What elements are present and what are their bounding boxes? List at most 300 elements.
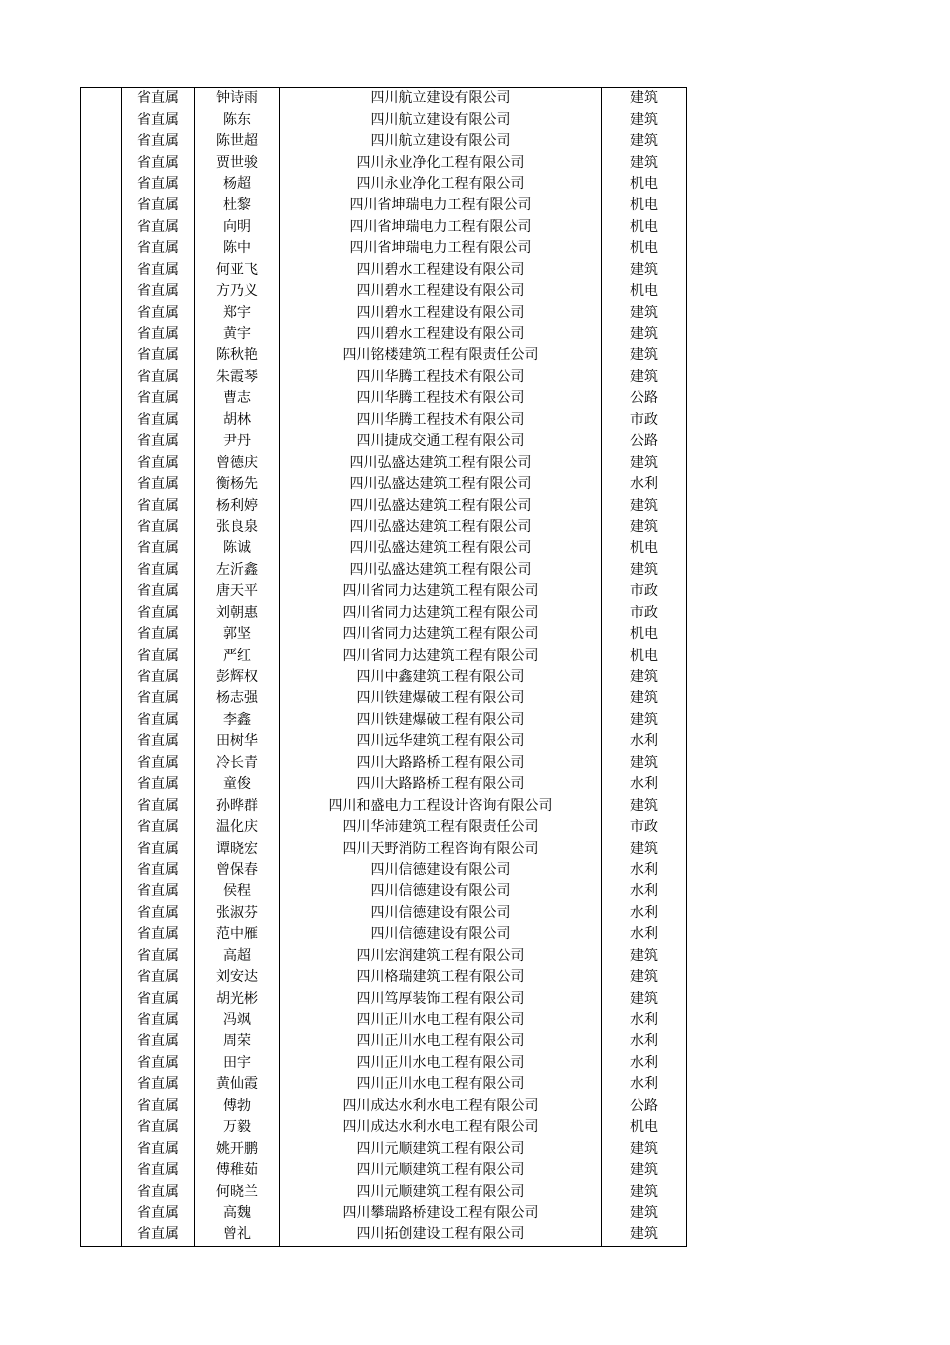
table-row [81, 152, 687, 173]
category-cell: 建筑 [602, 1138, 687, 1159]
company-cell: 四川华腾工程技术有限公司 [280, 410, 602, 431]
company-cell: 四川信德建设有限公司 [280, 903, 602, 924]
table-row [81, 860, 687, 881]
company-cell: 四川弘盛达建筑工程有限公司 [280, 452, 602, 473]
table-row [81, 495, 687, 516]
company-cell: 四川碧水工程建设有限公司 [280, 260, 602, 281]
category-cell: 市政 [602, 603, 687, 624]
unit-cell: 省直属 [122, 1031, 195, 1052]
category-cell: 机电 [602, 538, 687, 559]
name-cell: 方乃义 [195, 281, 280, 302]
category-cell: 水利 [602, 881, 687, 902]
table-row [81, 688, 687, 709]
name-cell: 童俊 [195, 774, 280, 795]
name-cell: 唐天平 [195, 581, 280, 602]
company-cell: 四川铭楼建筑工程有限责任公司 [280, 345, 602, 366]
index-cell [81, 624, 122, 645]
table-row [81, 795, 687, 816]
index-cell [81, 924, 122, 945]
category-cell: 机电 [602, 195, 687, 216]
company-cell: 四川远华建筑工程有限公司 [280, 731, 602, 752]
category-cell: 市政 [602, 817, 687, 838]
index-cell [81, 1117, 122, 1138]
table-row [81, 538, 687, 559]
category-cell: 水利 [602, 1031, 687, 1052]
name-cell: 范中雁 [195, 924, 280, 945]
company-cell: 四川和盛电力工程设计咨询有限公司 [280, 795, 602, 816]
category-cell: 机电 [602, 174, 687, 195]
name-cell: 张淑芬 [195, 903, 280, 924]
name-cell: 谭晓宏 [195, 838, 280, 859]
table-row [81, 431, 687, 452]
name-cell: 侯程 [195, 881, 280, 902]
name-cell: 郭坚 [195, 624, 280, 645]
index-cell [81, 946, 122, 967]
index-cell [81, 367, 122, 388]
unit-cell: 省直属 [122, 817, 195, 838]
unit-cell: 省直属 [122, 624, 195, 645]
category-cell: 建筑 [602, 1160, 687, 1181]
unit-cell: 省直属 [122, 967, 195, 988]
index-cell [81, 324, 122, 345]
index-cell [81, 860, 122, 881]
company-cell: 四川省同力达建筑工程有限公司 [280, 624, 602, 645]
company-cell: 四川弘盛达建筑工程有限公司 [280, 474, 602, 495]
unit-cell: 省直属 [122, 688, 195, 709]
index-cell [81, 1160, 122, 1181]
table-row [81, 1203, 687, 1224]
table-row [81, 1010, 687, 1031]
name-cell: 刘安达 [195, 967, 280, 988]
unit-cell: 省直属 [122, 924, 195, 945]
name-cell: 朱霞琴 [195, 367, 280, 388]
company-cell: 四川航立建设有限公司 [280, 88, 602, 110]
name-cell: 杨超 [195, 174, 280, 195]
index-cell [81, 731, 122, 752]
company-cell: 四川碧水工程建设有限公司 [280, 324, 602, 345]
table-row [81, 624, 687, 645]
category-cell: 建筑 [602, 710, 687, 731]
category-cell: 机电 [602, 1117, 687, 1138]
company-cell: 四川华腾工程技术有限公司 [280, 367, 602, 388]
unit-cell: 省直属 [122, 795, 195, 816]
company-cell: 四川弘盛达建筑工程有限公司 [280, 538, 602, 559]
table-row [81, 603, 687, 624]
unit-cell: 省直属 [122, 517, 195, 538]
table-row [81, 946, 687, 967]
name-cell: 胡林 [195, 410, 280, 431]
company-cell: 四川攀瑞路桥建设工程有限公司 [280, 1203, 602, 1224]
name-cell: 杨利婷 [195, 495, 280, 516]
category-cell: 建筑 [602, 345, 687, 366]
company-cell: 四川宏润建筑工程有限公司 [280, 946, 602, 967]
name-cell: 冷长青 [195, 753, 280, 774]
category-cell: 公路 [602, 388, 687, 409]
index-cell [81, 603, 122, 624]
unit-cell: 省直属 [122, 1224, 195, 1246]
category-cell: 机电 [602, 281, 687, 302]
company-cell: 四川大路路桥工程有限公司 [280, 774, 602, 795]
table-row [81, 260, 687, 281]
index-cell [81, 795, 122, 816]
table-row [81, 324, 687, 345]
name-cell: 陈秋艳 [195, 345, 280, 366]
name-cell: 刘朝惠 [195, 603, 280, 624]
unit-cell: 省直属 [122, 238, 195, 259]
unit-cell: 省直属 [122, 860, 195, 881]
table-row [81, 560, 687, 581]
name-cell: 高魏 [195, 1203, 280, 1224]
category-cell: 水利 [602, 924, 687, 945]
index-cell [81, 452, 122, 473]
name-cell: 孙晔群 [195, 795, 280, 816]
company-cell: 四川弘盛达建筑工程有限公司 [280, 560, 602, 581]
category-cell: 建筑 [602, 667, 687, 688]
name-cell: 胡光彬 [195, 988, 280, 1009]
category-cell: 建筑 [602, 88, 687, 110]
company-cell: 四川省同力达建筑工程有限公司 [280, 645, 602, 666]
table-row [81, 345, 687, 366]
unit-cell: 省直属 [122, 260, 195, 281]
name-cell: 贾世骏 [195, 152, 280, 173]
index-cell [81, 260, 122, 281]
index-cell [81, 431, 122, 452]
category-cell: 建筑 [602, 324, 687, 345]
table-row [81, 367, 687, 388]
index-cell [81, 881, 122, 902]
table-row [81, 452, 687, 473]
unit-cell: 省直属 [122, 774, 195, 795]
index-cell [81, 88, 122, 110]
category-cell: 公路 [602, 431, 687, 452]
unit-cell: 省直属 [122, 1010, 195, 1031]
category-cell: 建筑 [602, 495, 687, 516]
category-cell: 建筑 [602, 109, 687, 130]
name-cell: 温化庆 [195, 817, 280, 838]
category-cell: 建筑 [602, 988, 687, 1009]
table-row [81, 281, 687, 302]
table-row [81, 581, 687, 602]
company-cell: 四川成达水利水电工程有限公司 [280, 1117, 602, 1138]
index-cell [81, 1203, 122, 1224]
category-cell: 建筑 [602, 1203, 687, 1224]
category-cell: 建筑 [602, 152, 687, 173]
name-cell: 陈诚 [195, 538, 280, 559]
index-cell [81, 1053, 122, 1074]
company-cell: 四川信德建设有限公司 [280, 881, 602, 902]
company-cell: 四川信德建设有限公司 [280, 924, 602, 945]
company-cell: 四川正川水电工程有限公司 [280, 1074, 602, 1095]
unit-cell: 省直属 [122, 281, 195, 302]
name-cell: 田宇 [195, 1053, 280, 1074]
table-row [81, 88, 687, 110]
category-cell: 水利 [602, 731, 687, 752]
company-cell: 四川碧水工程建设有限公司 [280, 302, 602, 323]
unit-cell: 省直属 [122, 731, 195, 752]
table-row [81, 817, 687, 838]
category-cell: 水利 [602, 1053, 687, 1074]
table-row [81, 217, 687, 238]
name-cell: 杜黎 [195, 195, 280, 216]
table-row [81, 667, 687, 688]
company-cell: 四川省坤瑞电力工程有限公司 [280, 195, 602, 216]
unit-cell: 省直属 [122, 1203, 195, 1224]
category-cell: 建筑 [602, 688, 687, 709]
unit-cell: 省直属 [122, 217, 195, 238]
unit-cell: 省直属 [122, 1181, 195, 1202]
company-cell: 四川正川水电工程有限公司 [280, 1010, 602, 1031]
index-cell [81, 1096, 122, 1117]
name-cell: 衡杨先 [195, 474, 280, 495]
index-cell [81, 667, 122, 688]
name-cell: 陈世超 [195, 131, 280, 152]
table-row [81, 388, 687, 409]
company-cell: 四川正川水电工程有限公司 [280, 1053, 602, 1074]
category-cell: 建筑 [602, 967, 687, 988]
company-cell: 四川格瑞建筑工程有限公司 [280, 967, 602, 988]
index-cell [81, 109, 122, 130]
category-cell: 建筑 [602, 1224, 687, 1246]
table-row [81, 731, 687, 752]
company-cell: 四川正川水电工程有限公司 [280, 1031, 602, 1052]
unit-cell: 省直属 [122, 131, 195, 152]
company-cell: 四川弘盛达建筑工程有限公司 [280, 517, 602, 538]
company-cell: 四川碧水工程建设有限公司 [280, 281, 602, 302]
category-cell: 建筑 [602, 302, 687, 323]
company-cell: 四川华腾工程技术有限公司 [280, 388, 602, 409]
name-cell: 傅勃 [195, 1096, 280, 1117]
category-cell: 机电 [602, 217, 687, 238]
name-cell: 尹丹 [195, 431, 280, 452]
table-row [81, 1160, 687, 1181]
category-cell: 水利 [602, 1010, 687, 1031]
table-row [81, 302, 687, 323]
index-cell [81, 688, 122, 709]
index-cell [81, 1181, 122, 1202]
name-cell: 黄仙霞 [195, 1074, 280, 1095]
unit-cell: 省直属 [122, 324, 195, 345]
name-cell: 陈东 [195, 109, 280, 130]
unit-cell: 省直属 [122, 667, 195, 688]
unit-cell: 省直属 [122, 988, 195, 1009]
company-cell: 四川航立建设有限公司 [280, 131, 602, 152]
unit-cell: 省直属 [122, 495, 195, 516]
name-cell: 曹志 [195, 388, 280, 409]
index-cell [81, 581, 122, 602]
name-cell: 曾保春 [195, 860, 280, 881]
category-cell: 建筑 [602, 260, 687, 281]
category-cell: 机电 [602, 645, 687, 666]
name-cell: 何亚飞 [195, 260, 280, 281]
unit-cell: 省直属 [122, 388, 195, 409]
category-cell: 建筑 [602, 517, 687, 538]
company-cell: 四川省同力达建筑工程有限公司 [280, 603, 602, 624]
unit-cell: 省直属 [122, 431, 195, 452]
name-cell: 彭辉权 [195, 667, 280, 688]
company-cell: 四川天野消防工程咨询有限公司 [280, 838, 602, 859]
unit-cell: 省直属 [122, 1138, 195, 1159]
company-cell: 四川航立建设有限公司 [280, 109, 602, 130]
unit-cell: 省直属 [122, 710, 195, 731]
unit-cell: 省直属 [122, 195, 195, 216]
unit-cell: 省直属 [122, 903, 195, 924]
unit-cell: 省直属 [122, 603, 195, 624]
name-cell: 郑宇 [195, 302, 280, 323]
index-cell [81, 753, 122, 774]
unit-cell: 省直属 [122, 753, 195, 774]
index-cell [81, 1138, 122, 1159]
table-row [81, 1031, 687, 1052]
unit-cell: 省直属 [122, 946, 195, 967]
unit-cell: 省直属 [122, 1160, 195, 1181]
category-cell: 建筑 [602, 560, 687, 581]
index-cell [81, 1010, 122, 1031]
index-cell [81, 474, 122, 495]
company-cell: 四川笃厚装饰工程有限公司 [280, 988, 602, 1009]
table-row [81, 410, 687, 431]
name-cell: 周荣 [195, 1031, 280, 1052]
category-cell: 机电 [602, 624, 687, 645]
unit-cell: 省直属 [122, 452, 195, 473]
table-row [81, 645, 687, 666]
index-cell [81, 238, 122, 259]
index-cell [81, 710, 122, 731]
index-cell [81, 195, 122, 216]
category-cell: 建筑 [602, 1181, 687, 1202]
company-cell: 四川省坤瑞电力工程有限公司 [280, 217, 602, 238]
unit-cell: 省直属 [122, 367, 195, 388]
category-cell: 建筑 [602, 452, 687, 473]
table-body [81, 88, 687, 1247]
unit-cell: 省直属 [122, 538, 195, 559]
table-row [81, 109, 687, 130]
unit-cell: 省直属 [122, 560, 195, 581]
company-cell: 四川铁建爆破工程有限公司 [280, 688, 602, 709]
unit-cell: 省直属 [122, 1053, 195, 1074]
company-cell: 四川省同力达建筑工程有限公司 [280, 581, 602, 602]
table-row [81, 710, 687, 731]
unit-cell: 省直属 [122, 1117, 195, 1138]
table-row [81, 903, 687, 924]
table-row [81, 174, 687, 195]
index-cell [81, 131, 122, 152]
table-row [81, 988, 687, 1009]
unit-cell: 省直属 [122, 645, 195, 666]
name-cell: 曾礼 [195, 1224, 280, 1246]
company-cell: 四川华沛建筑工程有限责任公司 [280, 817, 602, 838]
name-cell: 田树华 [195, 731, 280, 752]
name-cell: 黄宇 [195, 324, 280, 345]
company-cell: 四川弘盛达建筑工程有限公司 [280, 495, 602, 516]
unit-cell: 省直属 [122, 302, 195, 323]
name-cell: 万毅 [195, 1117, 280, 1138]
name-cell: 曾德庆 [195, 452, 280, 473]
category-cell: 建筑 [602, 367, 687, 388]
table-row [81, 1138, 687, 1159]
unit-cell: 省直属 [122, 474, 195, 495]
category-cell: 市政 [602, 410, 687, 431]
index-cell [81, 817, 122, 838]
index-cell [81, 517, 122, 538]
index-cell [81, 838, 122, 859]
unit-cell: 省直属 [122, 410, 195, 431]
table-row [81, 1096, 687, 1117]
table-row [81, 881, 687, 902]
category-cell: 水利 [602, 774, 687, 795]
company-cell: 四川中鑫建筑工程有限公司 [280, 667, 602, 688]
category-cell: 市政 [602, 581, 687, 602]
company-cell: 四川元顺建筑工程有限公司 [280, 1160, 602, 1181]
name-cell: 何晓兰 [195, 1181, 280, 1202]
company-cell: 四川拓创建设工程有限公司 [280, 1224, 602, 1246]
table-row [81, 474, 687, 495]
company-cell: 四川永业净化工程有限公司 [280, 152, 602, 173]
unit-cell: 省直属 [122, 88, 195, 110]
name-cell: 张良泉 [195, 517, 280, 538]
name-cell: 冯飒 [195, 1010, 280, 1031]
unit-cell: 省直属 [122, 152, 195, 173]
table-row [81, 838, 687, 859]
table-row [81, 774, 687, 795]
category-cell: 建筑 [602, 753, 687, 774]
index-cell [81, 988, 122, 1009]
index-cell [81, 645, 122, 666]
registry-table [80, 87, 687, 1247]
index-cell [81, 774, 122, 795]
name-cell: 杨志强 [195, 688, 280, 709]
index-cell [81, 967, 122, 988]
unit-cell: 省直属 [122, 345, 195, 366]
company-cell: 四川信德建设有限公司 [280, 860, 602, 881]
category-cell: 水利 [602, 860, 687, 881]
name-cell: 左沂鑫 [195, 560, 280, 581]
index-cell [81, 1074, 122, 1095]
index-cell [81, 1031, 122, 1052]
table-row [81, 131, 687, 152]
table-row [81, 924, 687, 945]
table-row [81, 1053, 687, 1074]
table-row [81, 1224, 687, 1246]
index-cell [81, 217, 122, 238]
table-row [81, 238, 687, 259]
category-cell: 机电 [602, 238, 687, 259]
unit-cell: 省直属 [122, 1096, 195, 1117]
company-cell: 四川永业净化工程有限公司 [280, 174, 602, 195]
category-cell: 水利 [602, 903, 687, 924]
unit-cell: 省直属 [122, 881, 195, 902]
category-cell: 水利 [602, 474, 687, 495]
name-cell: 高超 [195, 946, 280, 967]
company-cell: 四川元顺建筑工程有限公司 [280, 1138, 602, 1159]
category-cell: 公路 [602, 1096, 687, 1117]
index-cell [81, 560, 122, 581]
table-row [81, 967, 687, 988]
table-row [81, 1117, 687, 1138]
category-cell: 建筑 [602, 838, 687, 859]
company-cell: 四川省坤瑞电力工程有限公司 [280, 238, 602, 259]
table-row [81, 1181, 687, 1202]
unit-cell: 省直属 [122, 581, 195, 602]
name-cell: 姚开鹏 [195, 1138, 280, 1159]
index-cell [81, 538, 122, 559]
table-row [81, 753, 687, 774]
unit-cell: 省直属 [122, 1074, 195, 1095]
index-cell [81, 174, 122, 195]
index-cell [81, 152, 122, 173]
category-cell: 建筑 [602, 795, 687, 816]
index-cell [81, 1224, 122, 1246]
category-cell: 水利 [602, 1074, 687, 1095]
